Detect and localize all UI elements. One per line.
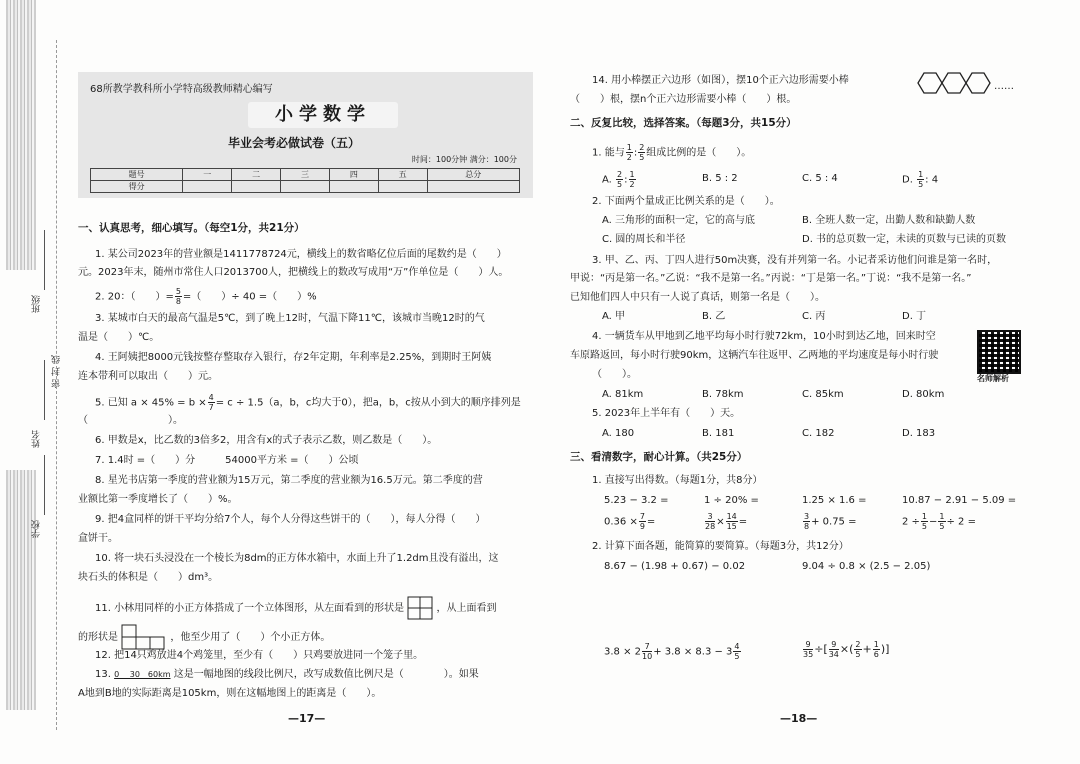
q10-line2: 块石头的体积是（ ）dm³。 bbox=[78, 572, 219, 583]
q13-text-a: 13. bbox=[95, 669, 111, 680]
choice-5: 5. 2023年上半年有（ ）天。 bbox=[592, 408, 741, 419]
header-title: 小学数学 bbox=[248, 102, 398, 128]
binding-label-class: 班级 bbox=[32, 295, 42, 313]
score-cell[interactable] bbox=[281, 181, 330, 193]
c5-option-c[interactable]: C. 182 bbox=[802, 428, 835, 439]
score-row-values bbox=[91, 181, 520, 193]
q14-line1: 14. 用小棒摆正六边形（如图），摆10个正六边形需要小棒 bbox=[592, 75, 849, 86]
score-cell: 四 bbox=[329, 169, 378, 181]
c3-line2: 甲说：“丙是第一名。”乙说：“我不是第一名。”丙说：“丁是第一名。”丁说：“我不是第一名。” bbox=[570, 273, 972, 284]
score-cell[interactable] bbox=[329, 181, 378, 193]
c1-option-d[interactable]: D. $\frac{1}{5}$ : 4 bbox=[902, 170, 939, 189]
c5-option-d[interactable]: D. 183 bbox=[902, 428, 936, 439]
fraction: $\frac{4}{7}$ bbox=[208, 393, 214, 412]
c1-option-c[interactable]: C. 5 : 4 bbox=[802, 173, 838, 184]
c2-option-d[interactable]: D. 书的总页数一定，未读的页数与已读的页数 bbox=[802, 234, 1007, 245]
c4-line1: 4. 一辆货车从甲地到乙地平均每小时行驶72km，10小时到达乙地，回来时空 bbox=[592, 331, 936, 342]
q13-line2: A地到B地的实际距离是105km，则在这幅地图上的距离是（ ）。 bbox=[78, 688, 382, 699]
c4-line3: （ ）。 bbox=[592, 369, 637, 380]
q2-text-a: 2. 20：（ ）= bbox=[95, 291, 174, 303]
binding-seal-text: 密 封 线 bbox=[52, 355, 62, 388]
q11-text-d: ，他至少用了（ ）个小正方体。 bbox=[170, 632, 331, 643]
q6: 6. 甲数是x，比乙数的3倍多2，用含有x的式子表示乙数，则乙数是（ ）。 bbox=[95, 435, 438, 446]
left-view-shape-icon bbox=[407, 596, 433, 620]
q9-line2: 盒饼干。 bbox=[78, 533, 118, 544]
hexagon-chain-figure bbox=[912, 70, 992, 96]
calc-1-item-4: 10.87 − 2.91 − 5.09 = bbox=[902, 495, 1017, 506]
c3-line3: 已知他们四人中只有一人说了真话，则第一名是（ ）。 bbox=[570, 292, 825, 303]
c4-line2: 车原路返回，每小时行驶90km，这辆汽车往返甲、乙两地的平均速度是每小时行驶 bbox=[570, 350, 939, 361]
q4-line1: 4. 王阿姨把8000元钱按整存整取存入银行，存2年定期，年利率是2.25%，到期时王阿姨 bbox=[95, 352, 492, 363]
scale-bar: 0 30 60km bbox=[114, 670, 171, 679]
q11-text-c: 的形状是 bbox=[78, 632, 118, 643]
c5-option-a[interactable]: A. 180 bbox=[602, 428, 635, 439]
score-cell: 三 bbox=[281, 169, 330, 181]
header-time: 时间：100分钟 满分：100分 bbox=[411, 155, 517, 164]
q1-line2: 元。2023年末，随州市常住人口2013700人，把横线上的数改写成用“万”作单位是（ ）人。 bbox=[78, 267, 509, 278]
score-cell[interactable] bbox=[427, 181, 519, 193]
c3-option-a[interactable]: A. 甲 bbox=[602, 311, 626, 322]
q2 bbox=[95, 287, 317, 306]
c1-text-b: 组成比例的是（ ）。 bbox=[646, 147, 752, 159]
q5-line2: （ ）。 bbox=[78, 415, 183, 426]
c2-option-c[interactable]: C. 圆的周长和半径 bbox=[602, 234, 686, 245]
q4-line2: 连本带利可以取出（ ）元。 bbox=[78, 371, 218, 382]
exam-header bbox=[78, 72, 533, 198]
header-publisher: 68所教学教科所小学特高级教师精心编写 bbox=[90, 84, 273, 95]
q13-text-b: 这是一幅地图的线段比例尺，改写成数值比例尺是（ ）。如果 bbox=[173, 669, 479, 680]
score-cell: 一 bbox=[183, 169, 232, 181]
c3-option-d[interactable]: D. 丁 bbox=[902, 311, 927, 322]
c1-text: 1. 能与 bbox=[592, 147, 625, 159]
q14-dots: …… bbox=[994, 81, 1014, 92]
c1-option-b[interactable]: B. 5 : 2 bbox=[702, 173, 738, 184]
score-cell: 题号 bbox=[91, 169, 183, 181]
q5-text-b: = c ÷ 1.5（a，b，c均大于0），把a，b，c按从小到大的顺序排列是 bbox=[215, 397, 521, 409]
score-cell: 得分 bbox=[91, 181, 183, 193]
c2-option-b[interactable]: B. 全班人数一定，出勤人数和缺勤人数 bbox=[802, 215, 976, 226]
fraction: $\frac{5}{8}$ bbox=[175, 287, 181, 306]
q8-line2: 业额比第一季度增长了（ ）%。 bbox=[78, 494, 238, 505]
q13-line1 bbox=[95, 668, 479, 681]
section-2-heading: 二、反复比较，选择答案。（每题3分，共15分） bbox=[570, 117, 797, 129]
q11-line2 bbox=[78, 624, 330, 650]
c4-option-d[interactable]: D. 80km bbox=[902, 389, 945, 400]
c3-line1: 3. 甲、乙、丙、丁四人进行50m决赛，没有并列第一名。小记者采访他们问谁是第一名时， bbox=[592, 255, 998, 266]
c2-option-a[interactable]: A. 三角形的面积一定，它的高与底 bbox=[602, 215, 756, 226]
choice-2: 2. 下面两个量成正比例关系的是（ ）。 bbox=[592, 196, 780, 207]
q11-text-a: 11. 小林用同样的小正方体搭成了一个立体图形，从左面看到的形状是 bbox=[95, 603, 405, 614]
score-row-header bbox=[91, 169, 520, 181]
page-number-17: —17— bbox=[288, 712, 326, 725]
page-number-18: —18— bbox=[780, 712, 818, 725]
calc-1-item-8: 2 ÷ $\frac{1}{5}$ − $\frac{1}{5}$ ÷ 2 = bbox=[902, 512, 976, 531]
calc-2-heading: 2. 计算下面各题，能简算的要简算。（每题3分，共12分） bbox=[592, 541, 849, 552]
fraction: $\frac{1}{2}$ bbox=[626, 143, 632, 162]
top-view-shape-icon bbox=[121, 624, 167, 650]
choice-1: 1. 能与 $\frac{1}{2}$ : $\frac{2}{5}$ 组成比例的是（ ）。 bbox=[592, 143, 752, 162]
q12: 12. 把14只鸡放进4个鸡笼里，至少有（ ）只鸡要放进同一个笼子里。 bbox=[95, 650, 424, 661]
calc-1-item-3: 1.25 × 1.6 = bbox=[802, 495, 867, 506]
score-table bbox=[90, 168, 520, 193]
calc-1-item-7: $\frac{3}{8}$ + 0.75 = bbox=[804, 512, 857, 531]
calc-2-item-3: 3.8 × 2 $\frac{7}{10}$ + 3.8 × 8.3 − 3 $\frac{4}{5}$ bbox=[604, 642, 740, 661]
q5-line1 bbox=[95, 393, 521, 412]
calc-2-item-2: 9.04 ÷ 0.8 × (2.5 − 2.05) bbox=[802, 561, 931, 572]
section-1-heading: 一、认真思考，细心填写。（每空1分，共21分） bbox=[78, 222, 305, 234]
q3-line2: 温是（ ）℃。 bbox=[78, 332, 160, 343]
q1-line1: 1. 某公司2023年的营业额是1411778724元，横线上的数省略亿位后面的尾数约是（ ） bbox=[95, 249, 507, 260]
c3-option-b[interactable]: B. 乙 bbox=[702, 311, 726, 322]
q11-text-b: ，从上面看到 bbox=[436, 603, 497, 614]
calc-1-item-1: 5.23 − 3.2 = bbox=[604, 495, 669, 506]
q2-text-b: =（ ）÷ 40 =（ ）% bbox=[182, 291, 317, 303]
q5-text-a: 5. 已知 a × 45% = b × bbox=[95, 397, 207, 409]
calc-1-item-2: 1 ÷ 20% = bbox=[704, 495, 759, 506]
q7: 7. 1.4时 =（ ）分 54000平方米 =（ ）公顷 bbox=[95, 455, 359, 466]
q3-line1: 3. 某城市白天的最高气温是5℃，到了晚上12时，气温下降11℃，该城市当晚12时的气 bbox=[95, 313, 485, 324]
binding-label-name: 姓名 bbox=[32, 430, 42, 448]
q14-line2: （ ）根，摆n个正六边形需要小棒（ ）根。 bbox=[570, 94, 797, 105]
c5-option-b[interactable]: B. 181 bbox=[702, 428, 735, 439]
q8-line1: 8. 星光书店第一季度的营业额为15万元，第二季度的营业额为16.5万元。第二季度的营 bbox=[95, 475, 483, 486]
q9-line1: 9. 把4盒同样的饼干平均分给7个人，每个人分得这些饼干的（ ），每人分得（ ） bbox=[95, 514, 486, 525]
score-cell: 总分 bbox=[427, 169, 519, 181]
c4-option-a[interactable]: A. 81km bbox=[602, 389, 644, 400]
binding-label-school: 学校 bbox=[32, 520, 42, 538]
calc-1-heading: 1. 直接写出得数。（每题1分，共8分） bbox=[592, 475, 763, 486]
calc-2-item-1: 8.67 − (1.98 + 0.67) − 0.02 bbox=[604, 561, 746, 572]
score-cell: 二 bbox=[232, 169, 281, 181]
c3-option-c[interactable]: C. 丙 bbox=[802, 311, 826, 322]
qr-code-icon[interactable] bbox=[977, 330, 1021, 374]
c4-option-b[interactable]: B. 78km bbox=[702, 389, 744, 400]
score-cell[interactable] bbox=[183, 181, 232, 193]
section-3-heading: 三、看清数字，耐心计算。（共25分） bbox=[570, 451, 748, 463]
calc-1-item-5: 0.36 × $\frac{7}{9}$ = bbox=[604, 512, 656, 531]
c4-option-c[interactable]: C. 85km bbox=[802, 389, 844, 400]
calc-1-item-6: $\frac{3}{28}$ × $\frac{14}{15}$ = bbox=[705, 512, 748, 531]
score-cell: 五 bbox=[378, 169, 427, 181]
fraction: $\frac{2}{5}$ bbox=[639, 143, 645, 162]
qr-label: 名师解析 bbox=[977, 374, 1009, 383]
calc-2-item-4: $\frac{9}{35}$ ÷[ $\frac{9}{34}$ ×( $\frac{2}{5}$ + $\frac{1}{6}$ )] bbox=[803, 640, 890, 659]
header-subtitle: 毕业会考必做试卷（五） bbox=[228, 136, 361, 150]
score-cell[interactable] bbox=[378, 181, 427, 193]
q11-line1 bbox=[95, 596, 496, 620]
c1-option-a[interactable]: A. $\frac{2}{5}$ : $\frac{1}{2}$ bbox=[602, 170, 635, 189]
score-cell[interactable] bbox=[232, 181, 281, 193]
q10-line1: 10. 将一块石头浸没在一个棱长为8dm的正方体水箱中，水面上升了1.2dm且没有溢出，这 bbox=[95, 553, 499, 564]
